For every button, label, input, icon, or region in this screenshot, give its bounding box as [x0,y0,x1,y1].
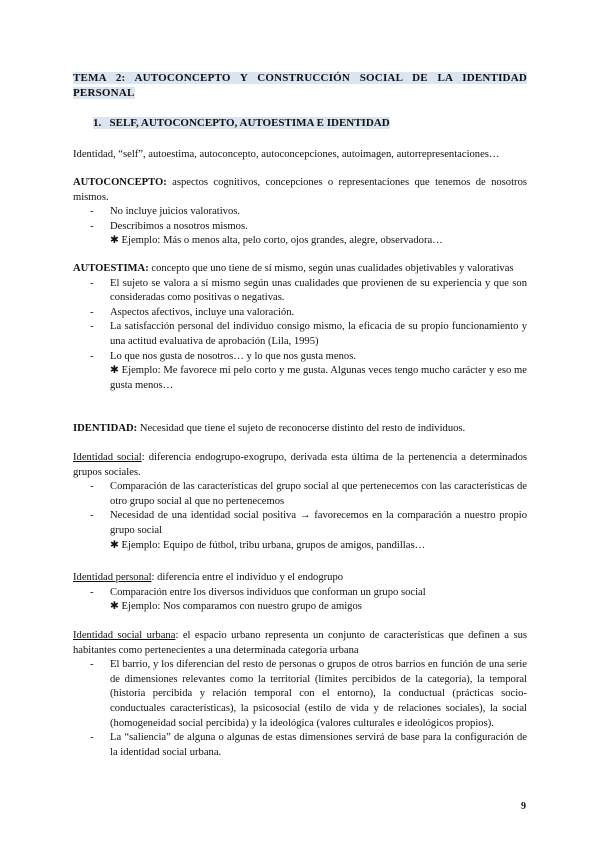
definition: : diferencia entre el individuo y el endogrupo [151,572,344,583]
autoestima-section [73,262,527,393]
term: Identidad personal [73,572,152,583]
document-title: TEMA 2: AUTOCONCEPTO Y CONSTRUCCIÓN SOCIAL DE LA IDENTIDAD PERSONAL [73,72,527,99]
identidad-section [73,422,527,437]
term: AUTOCONCEPTO: [73,177,167,188]
list-item: - Comparación de las características del grupo social al que pertenecemos con las características de otro grupo social al que no pertenecemos [90,481,527,507]
heading-number: 1. [93,117,102,129]
term: AUTOESTIMA: [73,263,149,274]
example: ✱ Ejemplo: Más o menos alta, pelo corto, ojos grandes, alegre, observadora… [110,235,443,247]
definition: aspectos cognitivos, concepciones o representaciones que tenemos de nosotros mismos. [73,177,527,203]
identidad-personal-section [73,571,527,615]
list-item: - Comparación entre los diversos individuos que conforman un grupo social [90,586,426,598]
list-item: - Necesidad de una identidad social positiva → favorecemos en la comparación a nuestro propio grupo social [90,510,527,536]
list-item: - No incluye juicios valorativos. [90,206,241,218]
definition: Necesidad que tiene el sujeto de reconocerse distinto del resto de individuos. [137,423,466,434]
autoconcepto-section [73,176,527,249]
list-item: - La satisfacción personal del individuo consigo mismo, la eficacia de su propio funcionamiento y una actitud evaluativa de aprobación (Lila, 1995) [90,321,527,347]
list-item: - El sujeto se valora a sí mismo según unas cualidades que provienen de su experiencia y que son consideradas como positivas o negativas. [90,277,527,304]
page-number: 9 [521,801,526,812]
definition: : el espacio urbano representa un conjunto de características que definen a sus habitantes como pertenecientes a una determinada categoría urbana [73,630,527,656]
term: Identidad social urbana [73,630,176,641]
heading-text: SELF, AUTOCONCEPTO, AUTOESTIMA E IDENTIDAD [109,117,390,129]
list-item: - Describimos a nosotros mismos. [90,220,248,232]
term: IDENTIDAD: [73,423,138,434]
list-item: - El barrio, y los diferencian del resto de personas o grupos de otros barrios en función de una serie de dimensiones relevantes como la territorial (límites percibidos de la categoría), la temporal (historia percibida y relación temporal con el entorno), la conductual (prácticas socio-conductuales características), la psicosocial (estilo de vida y de relaciones sociales), la social (homogeneidad social percibida) y la ideológica (valores culturales e ideológicos propios). [90,659,527,729]
example: ✱ Ejemplo: Equipo de fútbol, tribu urbana, grupos de amigos, pandillas… [110,539,426,551]
term: Identidad social [73,452,142,463]
definition: : diferencia endogrupo-exogrupo, derivada esta última de la pertenencia a determinados grupos sociales. [73,452,527,478]
list-item: - La “saliencia” de alguna o algunas de estas dimensiones servirá de base para la configuración de la identidad social urbana. [90,732,527,758]
identidad-urbana-section [73,629,527,760]
list-item: - Aspectos afectivos, incluye una valoración. [90,306,295,318]
example: ✱ Ejemplo: Nos comparamos con nuestro grupo de amigos [110,601,362,613]
section-heading [93,116,390,131]
definition: concepto que uno tiene de sí mismo, según unas cualidades objetivables y valorativas [148,263,514,274]
example: ✱ Ejemplo: Me favorece mi pelo corto y me gusta. Algunas veces tengo mucho carácter y eso me gusta menos… [110,365,527,391]
intro-line: Identidad, “self”, autoestima, autoconcepto, autoconcepciones, autoimagen, autorrepresentaciones… [73,149,500,160]
identidad-social-section [73,451,527,553]
list-item: - Lo que nos gusta de nosotros… y lo que nos gusta menos. [90,350,356,362]
